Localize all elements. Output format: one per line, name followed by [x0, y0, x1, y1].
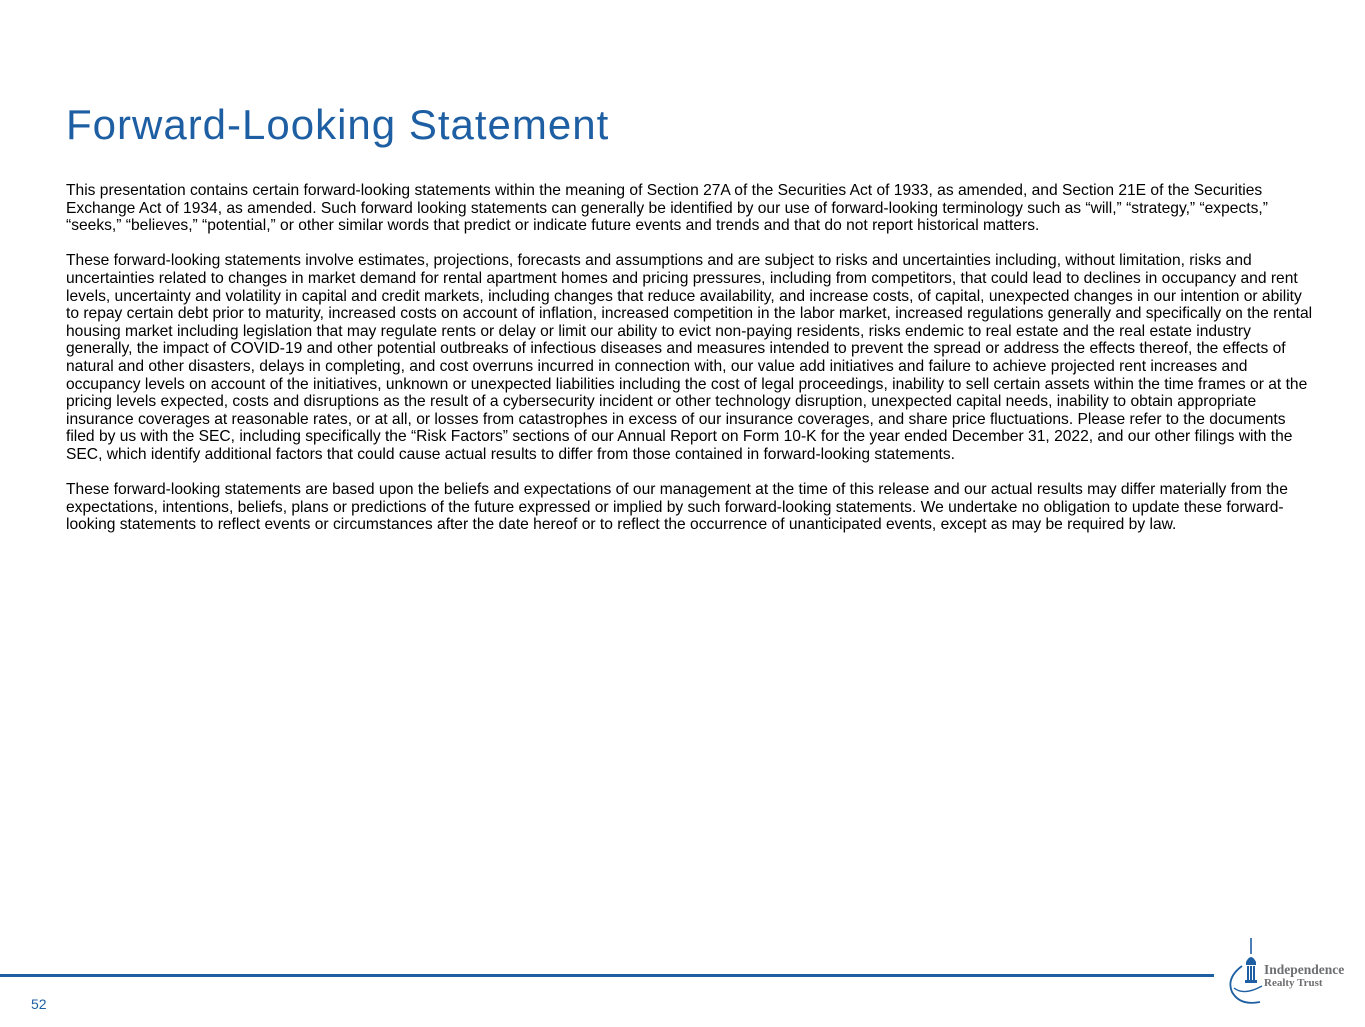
paragraph-risks: These forward-looking statements involve estimates, projections, forecasts and assumptions and are subject to risks and uncertainties including, without limitation, risks and uncertainties related to changes in market demand for rental apartment homes and pricing pressures, including from competitors, that could lead to declines in occupancy and rent levels, uncertainty and volatility in capital and credit markets, including changes that reduce availability, and increase costs, of capital, unexpected changes in our intention or ability to repay certain debt prior to maturity, increased costs on account of inflation, increased competition in the labor market, increased regulations generally and specifically on the rental housing market including legislation that may regulate rents or delay or limit our ability to evict non-paying residents, risks endemic to real estate and the real estate industry generally, the impact of COVID-19 and other potential outbreaks of infectious diseases and measures intended to prevent the spread or address the effects thereof, the effects of natural and other disasters, delays in completing, and cost overruns incurred in connection with, our value add initiatives and failure to achieve projected rent increases and occupancy levels on account of the initiatives, unknown or unexpected liabilities including the cost of legal proceedings, inability to sell certain assets within the time frames or at the pricing levels expected, costs and disruptions as the result of a cybersecurity incident or other technology disruption, unexpected capital needs, inability to obtain appropriate insurance coverages at reasonable rates, or at all, or losses from catastrophes in excess of our insurance coverages, and share price fluctuations. Please refer to the documents filed by us with the SEC, including specifically the “Risk Factors” sections of our Annual Report on Form 10-K for the year ended December 31, 2022, and our other filings with the SEC, which identify additional factors that could cause actual results to differ from those contained in forward-looking statements.	[66, 252, 1313, 463]
disclaimer-body	[66, 182, 1314, 551]
building-dome-logo-icon	[1226, 936, 1266, 1008]
paragraph-no-obligation: These forward-looking statements are based upon the beliefs and expectations of our management at the time of this release and our actual results may differ materially from the expectations, intentions, beliefs, plans or predictions of the future expressed or implied by such forward-looking statements. We undertake no obligation to update these forward-looking statements to reflect events or circumstances after the date hereof or to reflect the occurrence of unanticipated events, except as may be required by law.	[66, 481, 1288, 534]
paragraph-securities-act: This presentation contains certain forward-looking statements within the meaning of Section 27A of the Securities Act of 1933, as amended, and Section 21E of the Securities Exchange Act of 1934, as amended. Such forward looking statements can generally be identified by our use of forward-looking terminology such as “will,” “strategy,” “expects,” “seeks,” “believes,” “potential,” or other similar words that predict or indicate future events and trends and that do not report historical matters.	[66, 182, 1268, 235]
logo-wordmark-line2: Realty Trust	[1264, 977, 1323, 989]
logo-wordmark-line1: Independence	[1264, 962, 1345, 977]
company-logo	[1226, 936, 1362, 1008]
footer-divider	[0, 974, 1214, 977]
page-number: 52	[31, 996, 47, 1012]
slide-title: Forward-Looking Statement	[66, 101, 610, 148]
